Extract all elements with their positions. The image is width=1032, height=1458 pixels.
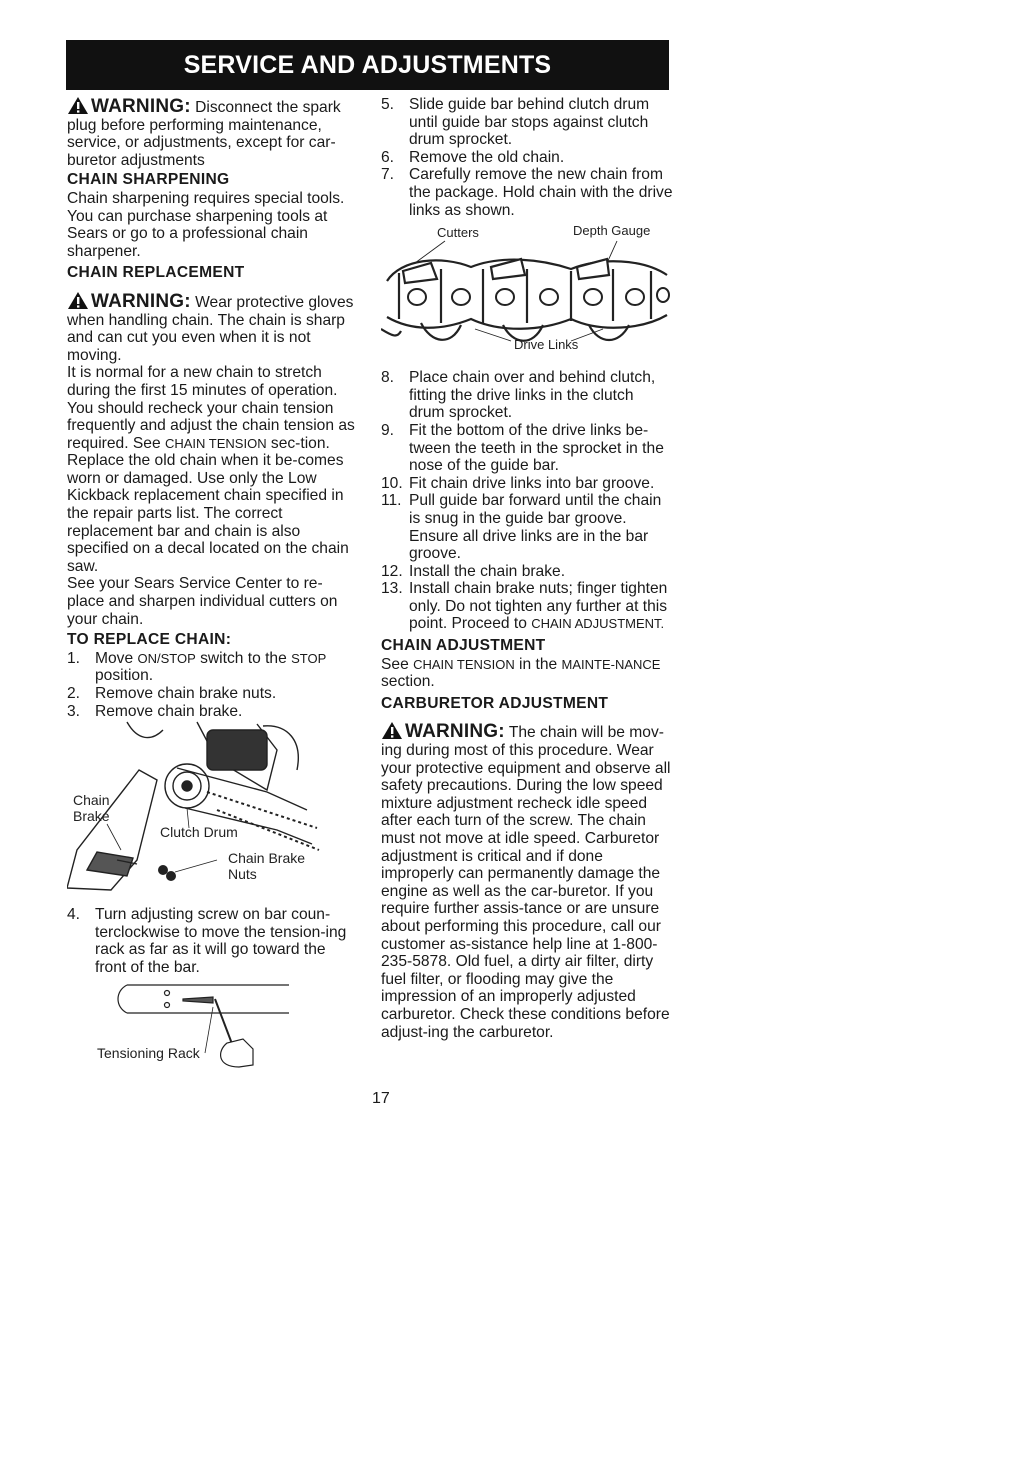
label-tensioning-rack: Tensioning Rack — [97, 1044, 200, 1061]
list-item: 5. Slide guide bar behind clutch drum until guide bar stops against clutch drum sprocket. — [381, 96, 650, 149]
warning-label: WARNING: — [91, 290, 191, 312]
list-item: 8. Place chain over and behind clutch, fitting the drive links in the clutch drum sprocket. — [381, 369, 656, 422]
warning-triangle-icon — [381, 721, 403, 740]
list-item: 3. Remove chain brake. — [67, 702, 243, 720]
list-item: 7. Carefully remove the new chain from the package. Hold chain with the drive links as shown. — [381, 166, 673, 219]
chain-stretch-text: It is normal for a new chain to stretch during the first 15 minutes of operation. You should recheck your chain tension frequently and adjust the chain tension as required. See CHAIN TENSION sec-tion. — [67, 364, 355, 452]
section-banner — [66, 40, 669, 90]
list-item: 10. Fit chain drive links into bar groove. — [381, 474, 655, 492]
label-depth-gauge: Depth Gauge — [573, 223, 651, 239]
warning-label: WARNING: — [405, 721, 505, 743]
replace-chain-text: Replace the old chain when it be-comes worn or damaged. Use only the Low Kickback replacement chain specified in the repair parts list. The correct replacement bar and chain is also specified on a decal located on the chain saw. — [67, 452, 349, 575]
list-item: 12. Install the chain brake. — [381, 562, 566, 580]
right-column — [381, 96, 673, 1041]
replace-steps-list-cont — [67, 906, 359, 976]
heading-carburetor-adjustment: CARBURETOR ADJUSTMENT — [381, 694, 609, 712]
list-item: 1. Move ON/STOP switch to the STOP position. — [67, 649, 327, 685]
page-number: 17 — [372, 1090, 390, 1107]
warning-spark-plug — [67, 96, 359, 169]
warning-triangle-icon — [67, 96, 89, 115]
figure-tensioning-rack — [67, 977, 359, 1071]
replace-steps-list — [67, 650, 359, 720]
figure-chain-brake — [67, 720, 359, 906]
warning-gloves — [67, 291, 359, 364]
list-item: 9. Fit the bottom of the drive links be-tween the teeth in the sprocket in the nose of the guide bar. — [381, 421, 664, 475]
heading-chain-sharpening: CHAIN SHARPENING — [67, 171, 230, 189]
replace-steps-5-7 — [381, 96, 673, 219]
warning-carburetor — [381, 721, 673, 1041]
list-item: 6. Remove the old chain. — [381, 148, 565, 166]
warning-text: Wear protective gloves when handling chain. The chain is sharp and can cut you even when it is not moving. — [67, 293, 354, 364]
replace-steps-8-13 — [381, 369, 673, 633]
list-item: 13. Install chain brake nuts; finger tighten only. Do not tighten any further at this point. Proceed to CHAIN ADJUSTMENT. — [381, 580, 668, 633]
list-item: 2. Remove chain brake nuts. — [67, 685, 277, 702]
label-drive-links: Drive Links — [514, 337, 579, 353]
chain-sharpening-text: Chain sharpening requires special tools. You can purchase sharpening tools at Sears or go to a professional chain sharpener. — [67, 189, 345, 260]
label-chain-brake: Chain Brake — [73, 792, 110, 825]
figure-saw-chain — [381, 219, 673, 369]
banner-title: SERVICE AND ADJUSTMENTS — [183, 50, 552, 79]
heading-to-replace-chain: TO REPLACE CHAIN: — [67, 631, 232, 649]
warning-text: The chain will be mov-ing during most of this procedure. Wear your protective equipment and observe all safety precautions. During the low speed mixture adjustment recheck idle speed after each turn of the screw. The chain must not move at idle speed. Carburetor adjustment is critical and if done improperly can permanently damage the engine as well as the car-buretor. If you require further assis-tance or are unsure about performing this procedure, call our customer as-sistance help line at 1-800-235-5878. Old fuel, a dirty air filter, dirty fuel filter, or flooding may give the impression of an improperly adjusted carburetor. Check these conditions before adjust-ing the carburetor. — [381, 724, 671, 1041]
label-chain-brake-nuts: Chain Brake Nuts — [228, 850, 306, 883]
label-cutters: Cutters — [437, 225, 479, 241]
warning-text: Disconnect the spark plug before performing maintenance, service, or adjustments, except for car-buretor adjustments — [67, 99, 341, 169]
list-item: 4. Turn adjusting screw on bar coun-terclockwise to move the tension-ing rack as far as it will go toward the front of the bar. — [67, 906, 347, 976]
heading-chain-adjustment: CHAIN ADJUSTMENT — [381, 637, 546, 655]
warning-label: WARNING: — [91, 96, 191, 117]
left-column — [67, 96, 359, 1071]
heading-chain-replacement: CHAIN REPLACEMENT — [67, 264, 245, 282]
warning-triangle-icon — [67, 291, 89, 310]
service-center-text: See your Sears Service Center to re-place and sharpen individual cutters on your chain. — [67, 575, 338, 628]
label-clutch-drum: Clutch Drum — [160, 824, 238, 841]
chain-adjustment-text: See CHAIN TENSION in the MAINTE-NANCE section. — [381, 655, 661, 691]
list-item: 11. Pull guide bar forward until the chain is snug in the guide bar groove. Ensure all drive links are in the bar groove. — [381, 492, 662, 563]
